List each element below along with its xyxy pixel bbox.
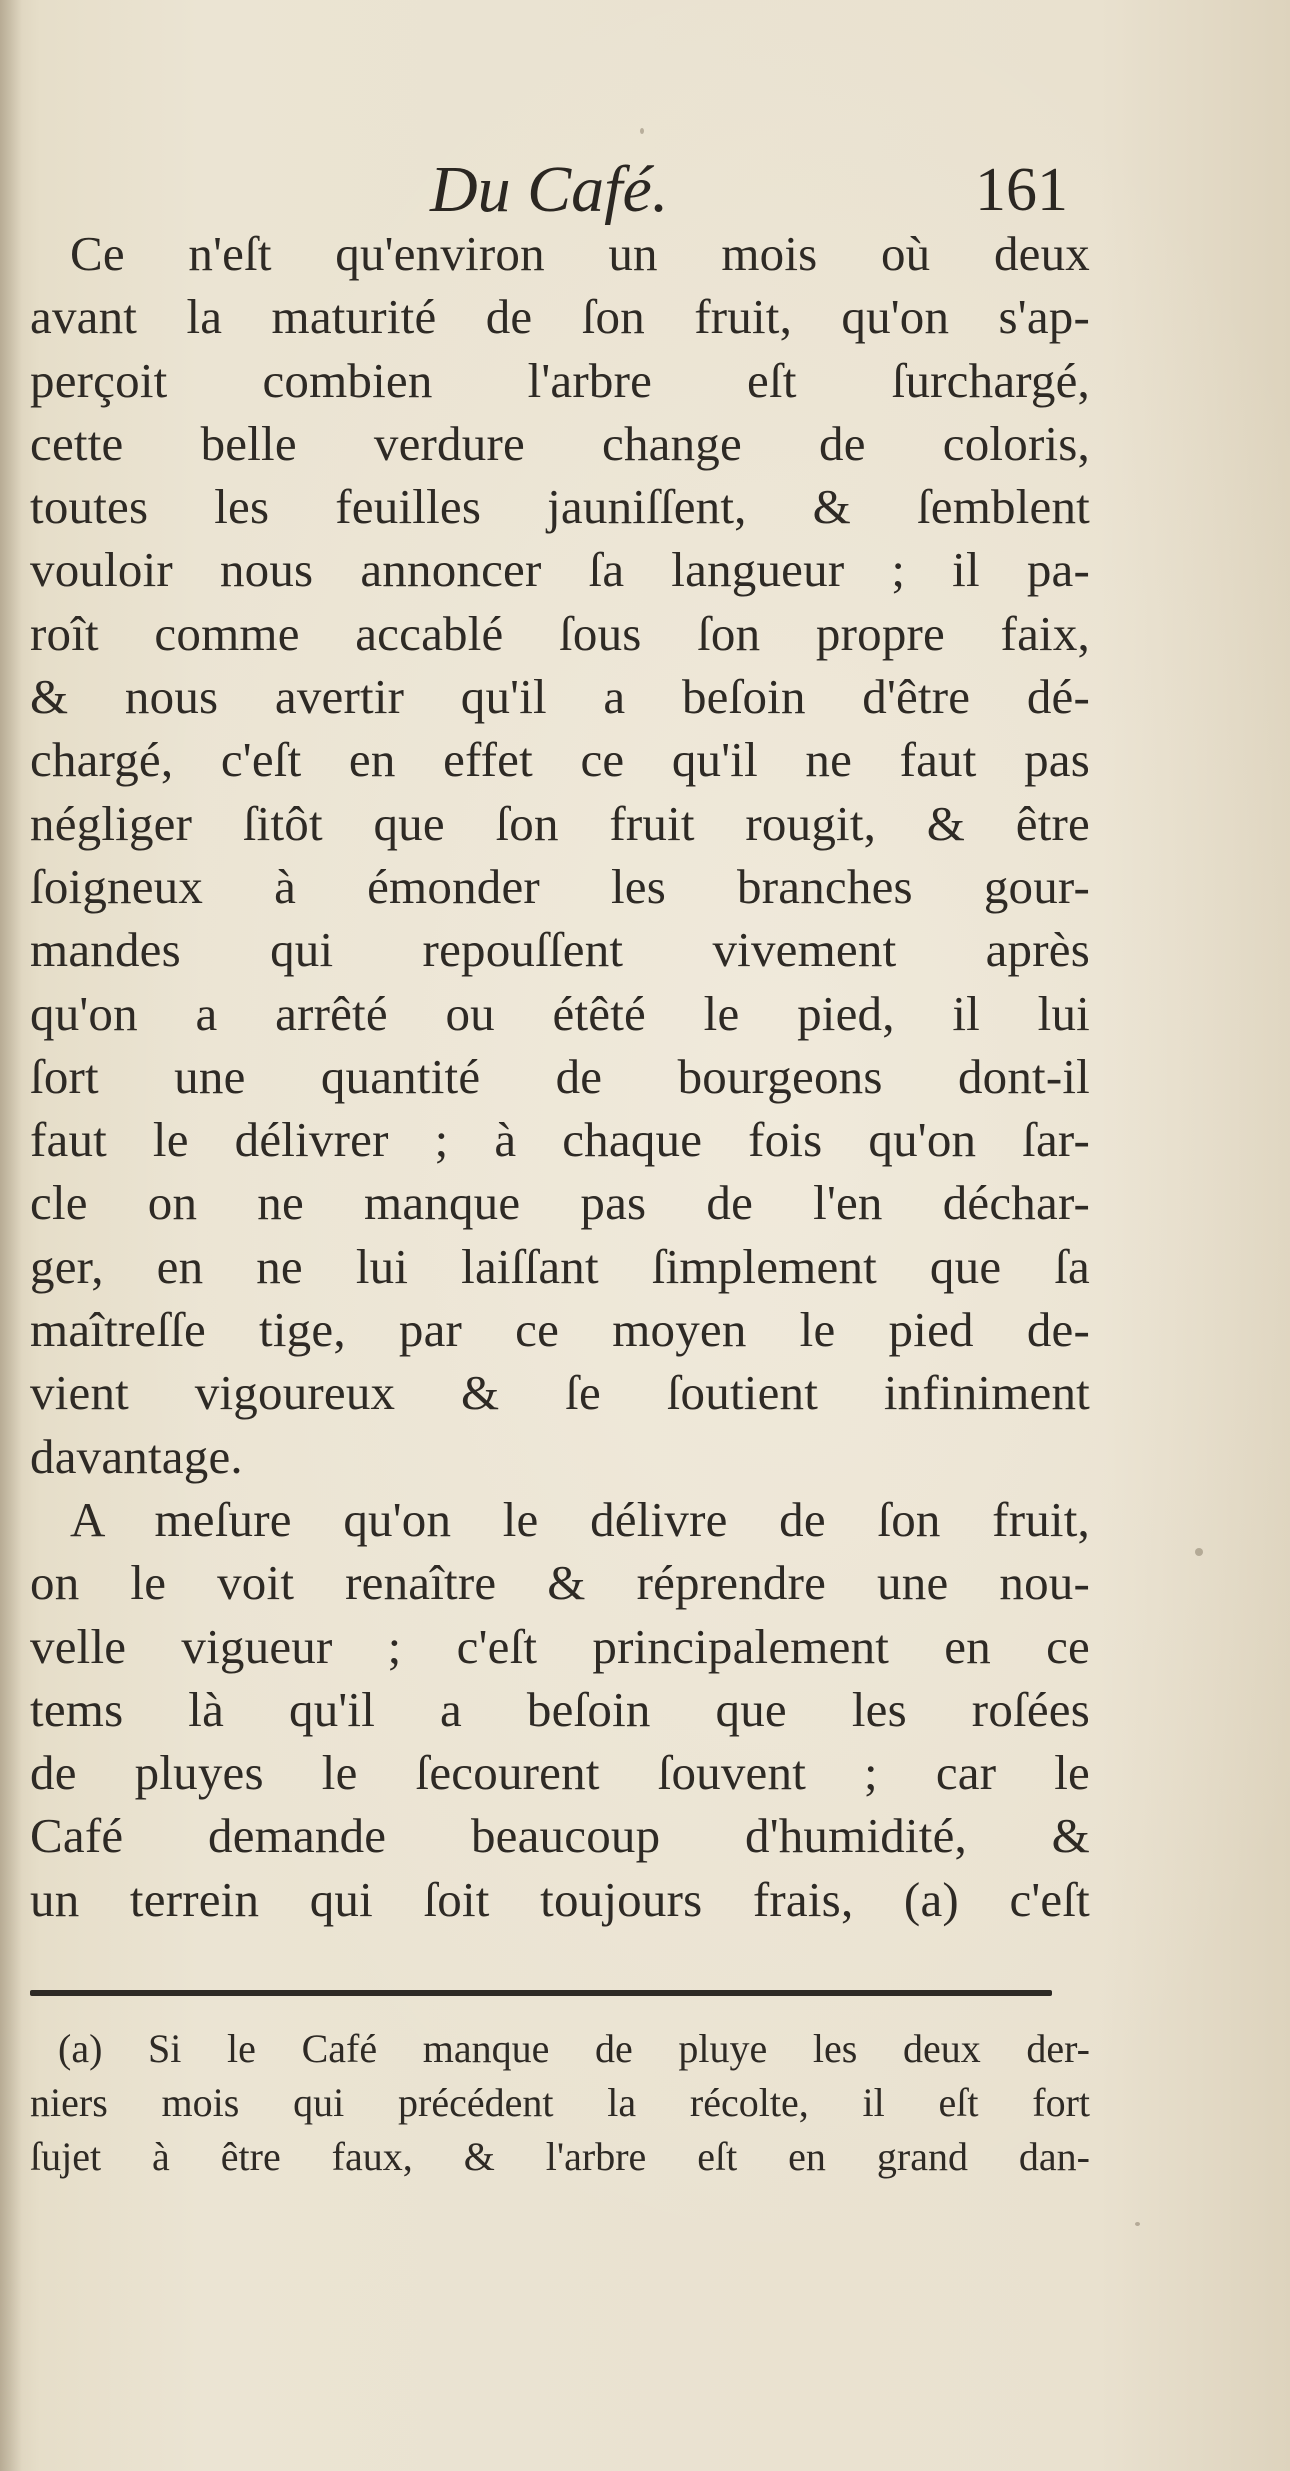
paper-speck <box>640 128 644 134</box>
text-line: tems là qu'il a beſoin que les roſées <box>30 1681 1090 1737</box>
text-line: & nous avertir qu'il a beſoin d'être dé- <box>30 669 1090 725</box>
gutter-shadow <box>0 0 22 2471</box>
text-line: mandes qui repouſſent vivement après <box>30 922 1090 978</box>
text-line: toutes les feuilles jauniſſent, & ſemblent <box>30 479 1090 535</box>
text-line: cette belle verdure change de coloris, <box>30 415 1090 471</box>
body-text <box>30 222 1090 1931</box>
running-title: Du Café. <box>430 153 669 226</box>
text-line: maîtreſſe tige, par ce moyen le pied de- <box>30 1302 1090 1358</box>
text-line: velle vigueur ; c'eſt principalement en ce <box>30 1618 1090 1674</box>
paper-speck <box>1195 1548 1203 1556</box>
text-line: davantage. <box>30 1428 243 1484</box>
text-line: Ce n'eſt qu'environ un mois où deux <box>70 226 1090 281</box>
text-line: Café demande beaucoup d'humidité, & <box>30 1808 1090 1864</box>
text-line: négliger ſitôt que ſon fruit rougit, & être <box>30 795 1090 851</box>
page-number: 161 <box>975 156 1068 224</box>
paper-speck <box>1135 2222 1140 2226</box>
text-line: vouloir nous annoncer ſa langueur ; il pa- <box>30 542 1090 598</box>
text-line: vient vigoureux & ſe ſoutient infiniment <box>30 1365 1090 1421</box>
text-line: avant la maturité de ſon fruit, qu'on s'ap- <box>30 289 1090 345</box>
text-line: de pluyes le ſecourent ſouvent ; car le <box>30 1745 1090 1801</box>
text-line: perçoit combien l'arbre eſt ſurchargé, <box>30 352 1090 408</box>
text-line: chargé, c'eſt en effet ce qu'il ne faut pas <box>30 732 1090 788</box>
text-line: ſoigneux à émonder les branches gour- <box>30 858 1090 914</box>
text-line: A meſure qu'on le délivre de ſon fruit, <box>70 1491 1090 1547</box>
text-line: roît comme accablé ſous ſon propre faix, <box>30 605 1090 661</box>
footnote-line: (a) Si le Café manque de pluye les deux der- <box>58 2026 1090 2071</box>
footnote-line: ſujet à être faux, & l'arbre eſt en grand dan- <box>30 2134 1090 2179</box>
footnote-line: niers mois qui précédent la récolte, il eſt fort <box>30 2080 1090 2125</box>
text-line: ger, en ne lui laiſſant ſimplement que ſa <box>30 1238 1090 1294</box>
running-head <box>0 150 1290 230</box>
footnote-rule <box>30 1990 1052 1996</box>
text-line: qu'on a arrêté ou étêté le pied, il lui <box>30 985 1090 1041</box>
text-line: un terrein qui ſoit toujours frais, (a) c'eſt <box>30 1871 1090 1927</box>
text-line: on le voit renaître & réprendre une nou- <box>30 1555 1090 1611</box>
text-line: ſort une quantité de bourgeons dont-il <box>30 1048 1090 1104</box>
footnote <box>30 2022 1090 2184</box>
text-line: faut le délivrer ; à chaque fois qu'on ſar- <box>30 1112 1090 1168</box>
text-line: cle on ne manque pas de l'en déchar- <box>30 1175 1090 1231</box>
